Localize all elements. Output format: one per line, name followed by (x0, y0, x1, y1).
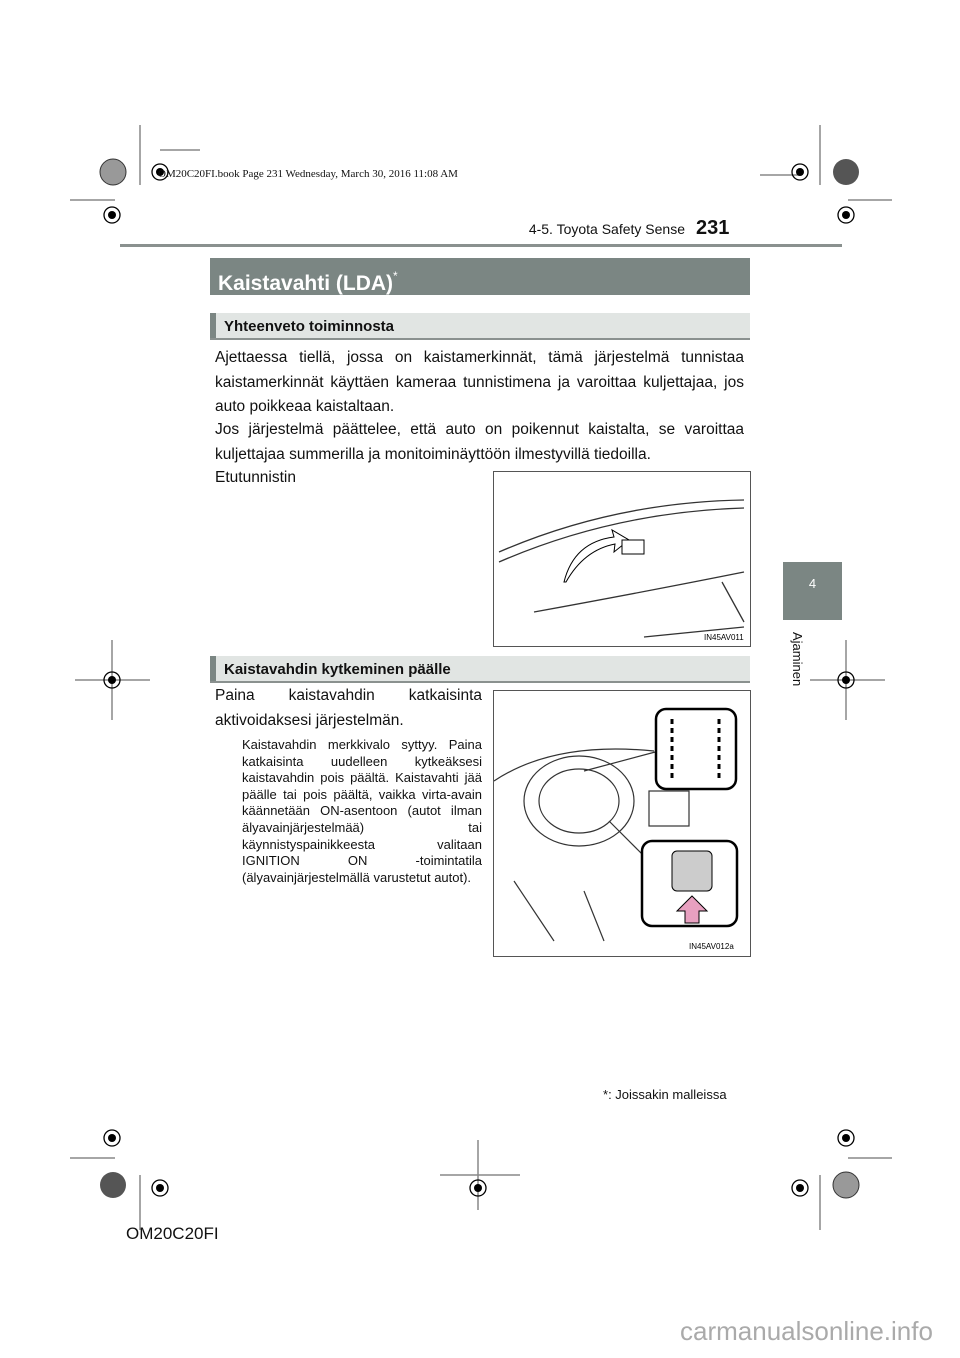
header-rule (120, 244, 842, 247)
heading-text: Kaistavahdin kytkeminen päälle (224, 661, 451, 678)
chapter-number: 4 (808, 576, 817, 591)
camera-icon (622, 540, 644, 554)
figure-code: IN45AV012a (689, 942, 734, 951)
figure-code: IN45AV011 (704, 633, 744, 642)
book-info: OM20C20FI.book Page 231 Wednesday, March 30, 2016 11:08 AM (158, 168, 458, 180)
figure-front-sensor (493, 471, 751, 647)
paragraph: Paina kaistavahdin katkaisinta aktivoidaksesi järjestelmän. (215, 687, 482, 729)
page-number: 231 (696, 217, 730, 239)
sensor-label: Etutunnistin (215, 469, 296, 486)
figure-lda-switch (493, 690, 751, 957)
chapter-label: Ajaminen (790, 632, 805, 687)
section-heading-summary (210, 313, 750, 340)
windshield-illustration (494, 472, 750, 646)
dashboard-illustration (494, 691, 750, 956)
footnote-text: : Joissakin malleissa (608, 1087, 727, 1102)
lda-indicator-icon (656, 709, 736, 789)
paragraph: Ajettaessa tiellä, jossa on kaistamerkinnät, tämä järjestelmä tunnistaa kaistamerkinnät käyttäen kameraa tunnistimena ja varoittaa kuljettajaa, jos auto poikkeaa kaistaltaan. (215, 349, 744, 415)
footnote (603, 1087, 727, 1102)
lda-switch-icon (672, 851, 712, 891)
section-heading-activation (210, 656, 750, 683)
footnote-marker: * (603, 1087, 609, 1102)
watermark: carmanualsonline.info (680, 1316, 933, 1346)
heading-text: Yhteenveto toiminnosta (224, 318, 395, 335)
footer-code: OM20C20FI (126, 1224, 219, 1243)
chapter-tab (783, 562, 842, 620)
section-header: 4-5. Toyota Safety Sense (528, 221, 685, 237)
title-text: Kaistavahti (LDA) (218, 272, 394, 295)
paragraph: Jos järjestelmä päättelee, että auto on poikennut kaistalta, se varoittaa kuljettajaa summerilla ja monitoiminäyttöön ilmestyvillä tiedoilla. (215, 421, 744, 463)
note: Kaistavahdin merkkivalo syttyy. Paina katkaisinta uudelleen kytkeäksesi kaistavahdin pois päältä. Kaistavahti jää päälle tai pois päältä, vaikka virta-avain käännetään ON-asentoon (autot ilman älyavainjärjestelmää) tai käynnistyspainikkeesta valitaan IGNITION ON -toimintatila (älyavainjärjestelmällä varustetut autot). (242, 737, 482, 885)
title-marker: * (393, 269, 398, 283)
page-title (210, 258, 750, 295)
